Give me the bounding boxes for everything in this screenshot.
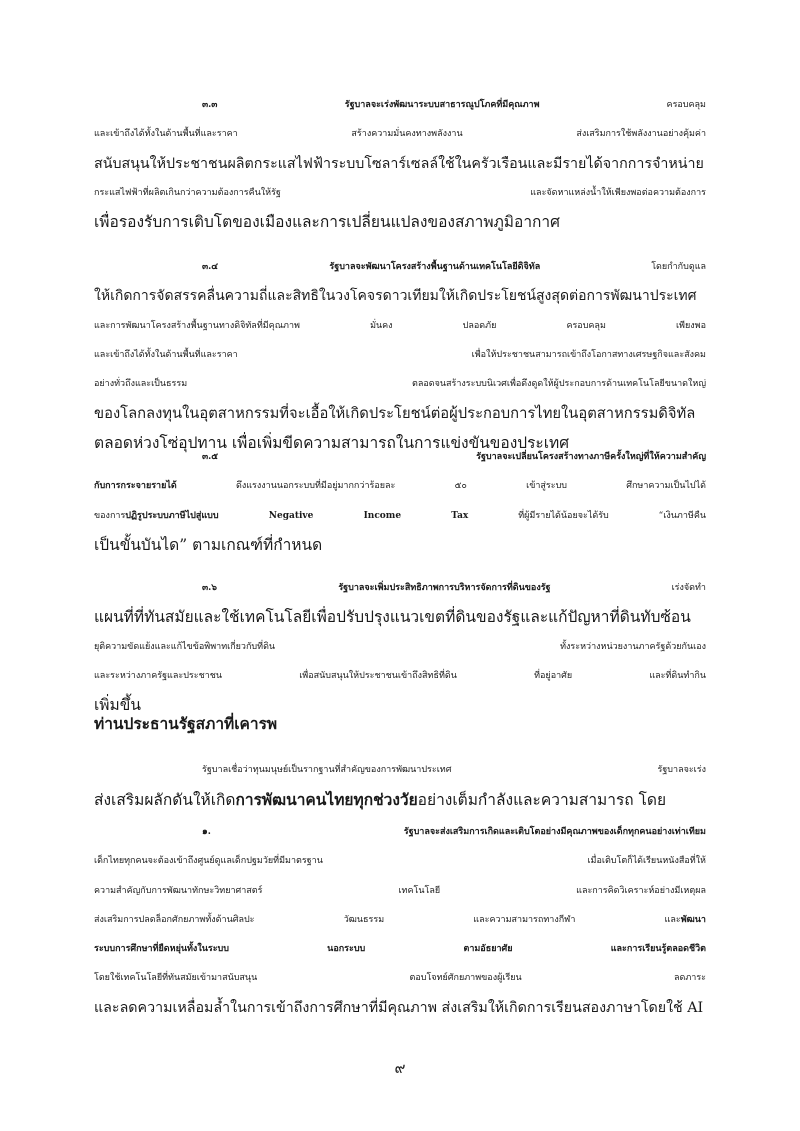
text-line [94,906,706,935]
bold-run: การพัฒนาคนไทยทุกช่วงวัย [235,790,418,810]
section-1 [94,818,706,1023]
bold-run: กับการกระจายรายได้ [94,481,177,492]
bold-run: รัฐบาลจะพัฒนาโครงสร้างพื้นฐานด้านเทคโนโลยีดิจิทัล [329,262,541,272]
intro-paragraph [94,756,706,815]
text-run: ความสำคัญกับการพัฒนาทักษะวิทยาศาสตร์ เทคโนโลยี และการคิดวิเคราะห์อย่างมีเหตุผล [94,885,706,896]
text-line [94,150,706,179]
bold-run: ปฏิรูประบบภาษีไปสู่แบบ Negative Income Tax [125,510,469,521]
text-run: และเข้าถึงได้ทั้งในด้านพื้นที่และราคา เพื่อให้ประชาชนสามารถเข้าถึงโอกาสทางเศรษฐกิจและสังคม [94,349,706,360]
text-run: และลดความเหลื่อมล้ำในการเข้าถึงการศึกษาที่มีคุณภาพ ส่งเสริมให้เกิดการเรียนสองภาษาโดยใช้ AI [94,999,704,1016]
bold-run: พัฒนา [680,914,706,925]
text-run: เร่งจัดทำ [550,583,706,593]
bold-run: รัฐบาลจะเร่งพัฒนาระบบสาธารณูปโภคที่มีคุณภาพ [344,100,540,110]
section-3-5 [94,443,706,560]
text-line [94,847,706,876]
text-run: และการพัฒนาโครงสร้างพื้นฐานทางดิจิทัลที่มีคุณภาพ มั่นคง ปลอดภัย ครอบคลุม เพียงพอ [94,320,706,331]
section-3-3 [94,91,706,237]
text-line [94,370,706,399]
text-run: เป็นขั้นบันได” ตามเกณฑ์ที่กำหนด [94,535,323,554]
text-line [94,603,706,632]
text-line [94,179,706,208]
text-line [94,341,706,370]
text-run: แผนที่ที่ทันสมัยและใช้เทคโนโลยีเพื่อปรับปรุงแนวเขตที่ดินของรัฐและแก้ปัญหาที่ดินทับซ้อน [94,608,691,627]
text-line [94,502,706,531]
text-line [94,399,706,428]
text-run: ให้เกิดการจัดสรรคลื่นความถี่และสิทธิในวงโคจรดาวเทียมให้เกิดประโยชน์สูงสุดต่อการพัฒนาประเทศ [94,288,697,305]
text-run: อย่างทั่วถึงและเป็นธรรม ตลอดจนสร้างระบบนิเวศเพื่อดึงดูดให้ผู้ประกอบการด้านเทคโนโลยีขนาดใหญ่ [94,379,706,390]
text-line [94,662,706,691]
section-3-6 [94,574,706,720]
bold-run: ๓.๓ [202,100,345,110]
text-run: เด็กไทยทุกคนจะต้องเข้าถึงศูนย์ดูแลเด็กปฐมวัยที่มีมาตรฐาน เมื่อเติบโตก็ได้เรียนหนังสือที่ให้ [94,856,706,867]
text-line [94,443,706,472]
bold-run: รัฐบาลจะส่งเสริมการเกิดและเติบโตอย่างมีคุณภาพของเด็กทุกคนอย่างเท่าเทียม [403,827,706,837]
text-run: สนับสนุนให้ประชาชนผลิตกระแสไฟฟ้าระบบโซลาร์เซลล์ใช้ในครัวเรือนและมีรายได้จากการจำหน่าย [94,155,704,172]
text-line [94,91,706,120]
text-line [94,282,706,311]
text-line [94,785,706,814]
text-run: โดยใช้เทคโนโลยีที่ทันสมัยเข้ามาสนับสนุน ตอบโจทย์ศักยภาพของผู้เรียน ลดภาระ [94,973,706,984]
bold-run: ๓.๔ [202,262,330,272]
text-line [94,877,706,906]
text-run: และเข้าถึงได้ทั้งในด้านพื้นที่และราคา สร้างความมั่นคงทางพลังงาน ส่งเสริมการใช้พลังงานอย่างคุ้มค่า [94,129,706,140]
text-line [94,994,706,1023]
page-number: ๙ [394,1059,406,1077]
bold-run: ๑. [202,827,404,837]
text-run: และระหว่างภาครัฐและประชาชน เพื่อสนับสนุนให้ประชาชนเข้าถึงสิทธิที่ดิน ที่อยู่อาศัย และที่ดินทำกิน [94,670,706,681]
text-run: ส่งเสริมการปลดล็อกศักยภาพทั้งด้านศิลปะ วัฒนธรรม และความสามารถทางกีฬา และ [94,914,681,925]
text-line [94,633,706,662]
text-line [94,964,706,993]
text-line [94,120,706,149]
bold-run: รัฐบาลจะเพิ่มประสิทธิภาพการบริหารจัดการที่ดินของรัฐ [338,583,551,593]
text-run: ตลอดห่วงโซ่อุปทาน เพื่อเพิ่มขีดความสามารถในการแข่งขันของประเทศ [94,433,570,452]
text-run: โดยกำกับดูแล [540,262,706,272]
bold-run: ระบบการศึกษาที่ยืดหยุ่นทั้งในระบบ นอกระบบ ตามอัธยาศัย และการเรียนรู้ตลอดชีวิต [94,944,706,955]
bold-run: รัฐบาลจะเปลี่ยนโครงสร้างทางภาษีครั้งใหญ่ที่ให้ความสำคัญ [476,452,706,462]
section-3-4 [94,253,706,458]
text-run: อย่างเต็มกำลังและความสามารถ โดย [417,791,667,810]
text-run: ของโลกลงทุนในอุตสาหกรรมที่จะเอื้อให้เกิดประโยชน์ต่อผู้ประกอบการไทยในอุตสาหกรรมดิจิทัล [94,405,696,423]
text-line [94,208,706,237]
text-run: ยุติความขัดแย้งและแก้ไขข้อพิพาทเกี่ยวกับที่ดิน ทั้งระหว่างหน่วยงานภาครัฐด้วยกันเอง [94,641,706,652]
text-line [94,531,706,560]
text-run: กระแสไฟฟ้าที่ผลิตเกินกว่าความต้องการคืนให้รัฐ และจัดหาแหล่งน้ำให้เพียงพอต่อความต้องการ [94,187,706,198]
section-heading: ท่านประธานรัฐสภาที่เคารพ [94,714,278,733]
text-line [94,935,706,964]
text-line [94,756,706,785]
text-run: ครอบคลุม [539,100,706,110]
text-run: ที่ผู้มีรายได้น้อยจะได้รับ “เงินภาษีคืน [468,510,706,521]
text-run: ดึงแรงงานนอกระบบที่มีอยู่มากกว่าร้อยละ ๕๐ เข้าสู่ระบบ ศึกษาความเป็นไปได้ [176,481,706,492]
text-run: ส่งเสริมผลักดันให้เกิด [94,791,236,810]
text-run: ของการ [94,510,126,521]
text-line [94,818,706,847]
bold-run: ๓.๕ [202,452,477,462]
text-run: รัฐบาลเชื่อว่าทุนมนุษย์เป็นรากฐานที่สำคัญของการพัฒนาประเทศ รัฐบาลจะเร่ง [202,765,706,775]
text-line [94,574,706,603]
text-run: เพื่อรองรับการเติบโตของเมืองและการเปลี่ยนแปลงของสภาพภูมิอากาศ [94,213,560,232]
text-line [94,312,706,341]
text-line [94,472,706,501]
bold-run: ๓.๖ [202,583,339,593]
text-run: เพิ่มขึ้น [94,696,141,715]
text-line [94,253,706,282]
